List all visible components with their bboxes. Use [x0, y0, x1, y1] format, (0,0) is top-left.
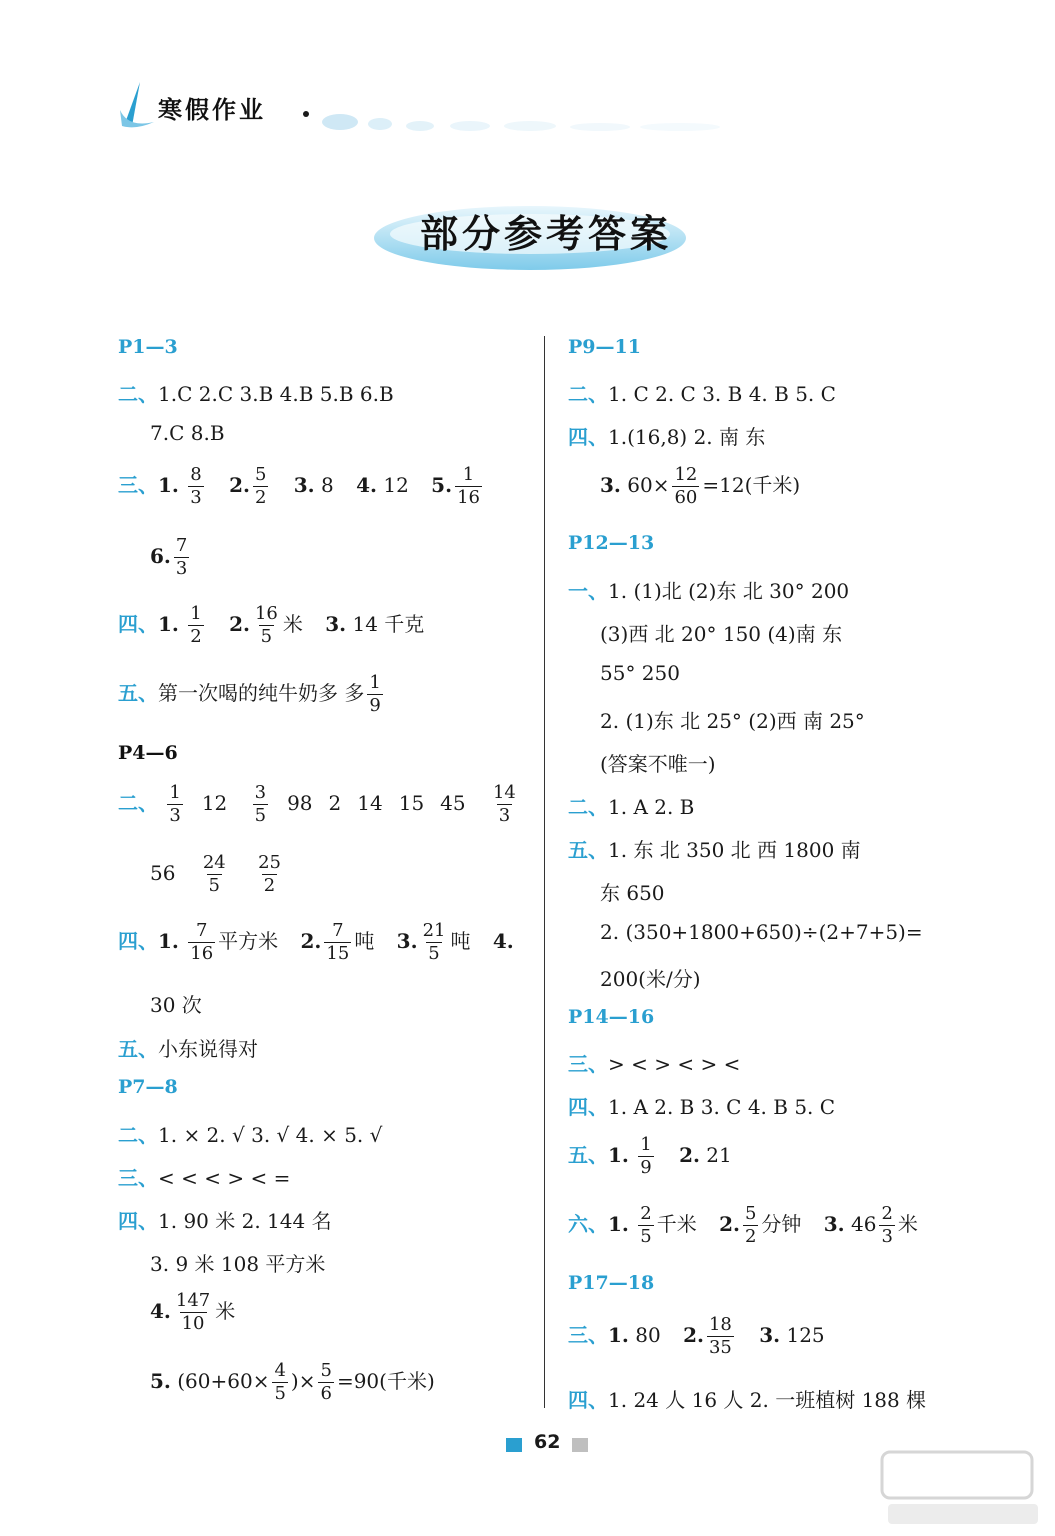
- answer-row: 四、1. A 2. B 3. C 4. B 5. C: [568, 1095, 836, 1119]
- header-decoration: [300, 108, 750, 138]
- header-title: 寒假作业: [158, 96, 266, 124]
- answer-row: 二、1. C 2. C 3. B 4. B 5. C: [568, 382, 836, 406]
- answer-row: 四、1. 24 人 16 人 2. 一班植树 188 棵: [568, 1388, 927, 1412]
- page-marker-gray: [572, 1438, 588, 1452]
- page-marker-blue: [506, 1438, 522, 1452]
- section-heading-p17-18: P17—18: [568, 1272, 655, 1294]
- answer-row: (3)西 北 20° 150 (4)南 东: [600, 622, 843, 646]
- answer-row-fractions: 5. (60+60× $\frac{4}{5}$ )× $\frac{5}{6}$ =90(千米): [150, 1360, 435, 1404]
- page-number: 62: [534, 1431, 561, 1453]
- answer-row: 二、1. A 2. B: [568, 795, 695, 819]
- answer-row: 3. 9 米 108 平方米: [150, 1252, 326, 1276]
- answer-row-fractions: 五、1. $\frac{1}{9}$ 2. 21: [568, 1134, 732, 1178]
- section-heading-p1-3: P1—3: [118, 336, 178, 358]
- answer-row: 三、> < > < > <: [568, 1052, 741, 1076]
- answer-row: 四、1. 90 米 2. 144 名: [118, 1209, 332, 1233]
- answer-row-fractions: 三、1. 80 2. $\frac{18}{35}$ 3. 125: [568, 1314, 825, 1358]
- answer-row: 二、1.C 2.C 3.B 4.B 5.B 6.B: [118, 382, 394, 406]
- section-heading-p7-8: P7—8: [118, 1076, 178, 1098]
- section-heading-p9-11: P9—11: [568, 336, 641, 358]
- answer-row: 7.C 8.B: [150, 421, 225, 445]
- answer-row-fractions: 56 $\frac{24}{5}$ $\frac{25}{2}$: [150, 852, 281, 896]
- answer-row: 东 650: [600, 881, 665, 905]
- page-title: 部分参考答案: [420, 212, 673, 256]
- section-heading-p12-13: P12—13: [568, 532, 655, 554]
- section-heading-p4-6: P4—6: [118, 742, 178, 764]
- answer-row: 2. (350+1800+650)÷(2+7+5)=: [600, 920, 923, 944]
- answer-row-fractions: 4. $\frac{147}{10}$ 米: [150, 1290, 236, 1334]
- answer-row: 55° 250: [600, 661, 680, 685]
- answer-row: 30 次: [150, 993, 202, 1017]
- answer-row: 二、1. × 2. √ 3. √ 4. × 5. √: [118, 1123, 383, 1147]
- answer-row: 五、1. 东 北 350 北 西 1800 南: [568, 838, 861, 862]
- answer-row: 五、小东说得对: [118, 1037, 258, 1061]
- answer-row-fractions: 五、第一次喝的纯牛奶多 多 $\frac{1}{9}$: [118, 672, 381, 716]
- answer-row-fractions: 三、1. $\frac{8}{3}$ 2. $\frac{5}{2}$ 3. 8 4. 12 5. $\frac{1}{16}$: [118, 464, 480, 508]
- answer-row-fractions: 六、1. $\frac{2}{5}$ 千米 2. $\frac{5}{2}$ 分钟 3. 46 $\frac{2}{3}$ 米: [568, 1203, 918, 1247]
- answer-row: (答案不唯一): [600, 752, 716, 776]
- answer-row: 200(米/分): [600, 967, 701, 991]
- answer-row: 2. (1)东 北 25° (2)西 南 25°: [600, 709, 865, 733]
- answer-row: 四、1.(16,8) 2. 南 东: [568, 425, 766, 449]
- answer-row-fractions: 二、 $\frac{1}{3}$ 12 $\frac{3}{5}$ 98 2 14 15 45 $\frac{14}{3}$: [118, 782, 516, 826]
- answer-row: 三、< < < > < =: [118, 1166, 291, 1190]
- book-logo-icon: [118, 80, 158, 132]
- column-divider: [544, 336, 545, 1408]
- answer-row-fractions: 四、1. $\frac{1}{2}$ 2. $\frac{16}{5}$ 米 3. 14 千克: [118, 603, 425, 647]
- section-heading-p14-16: P14—16: [568, 1006, 655, 1028]
- answer-row-fractions: 6. $\frac{7}{3}$: [150, 535, 188, 579]
- answer-row-fractions: 3. 60× $\frac{12}{60}$ =12(千米): [600, 464, 801, 508]
- answer-row-fractions: 四、1. $\frac{7}{16}$ 平方米 2. $\frac{7}{15}$ 吨 3. $\frac{21}{5}$ 吨 4.: [118, 920, 514, 964]
- watermark-logo: [878, 1448, 1048, 1528]
- answer-row: 一、1. (1)北 (2)东 北 30° 200: [568, 579, 850, 603]
